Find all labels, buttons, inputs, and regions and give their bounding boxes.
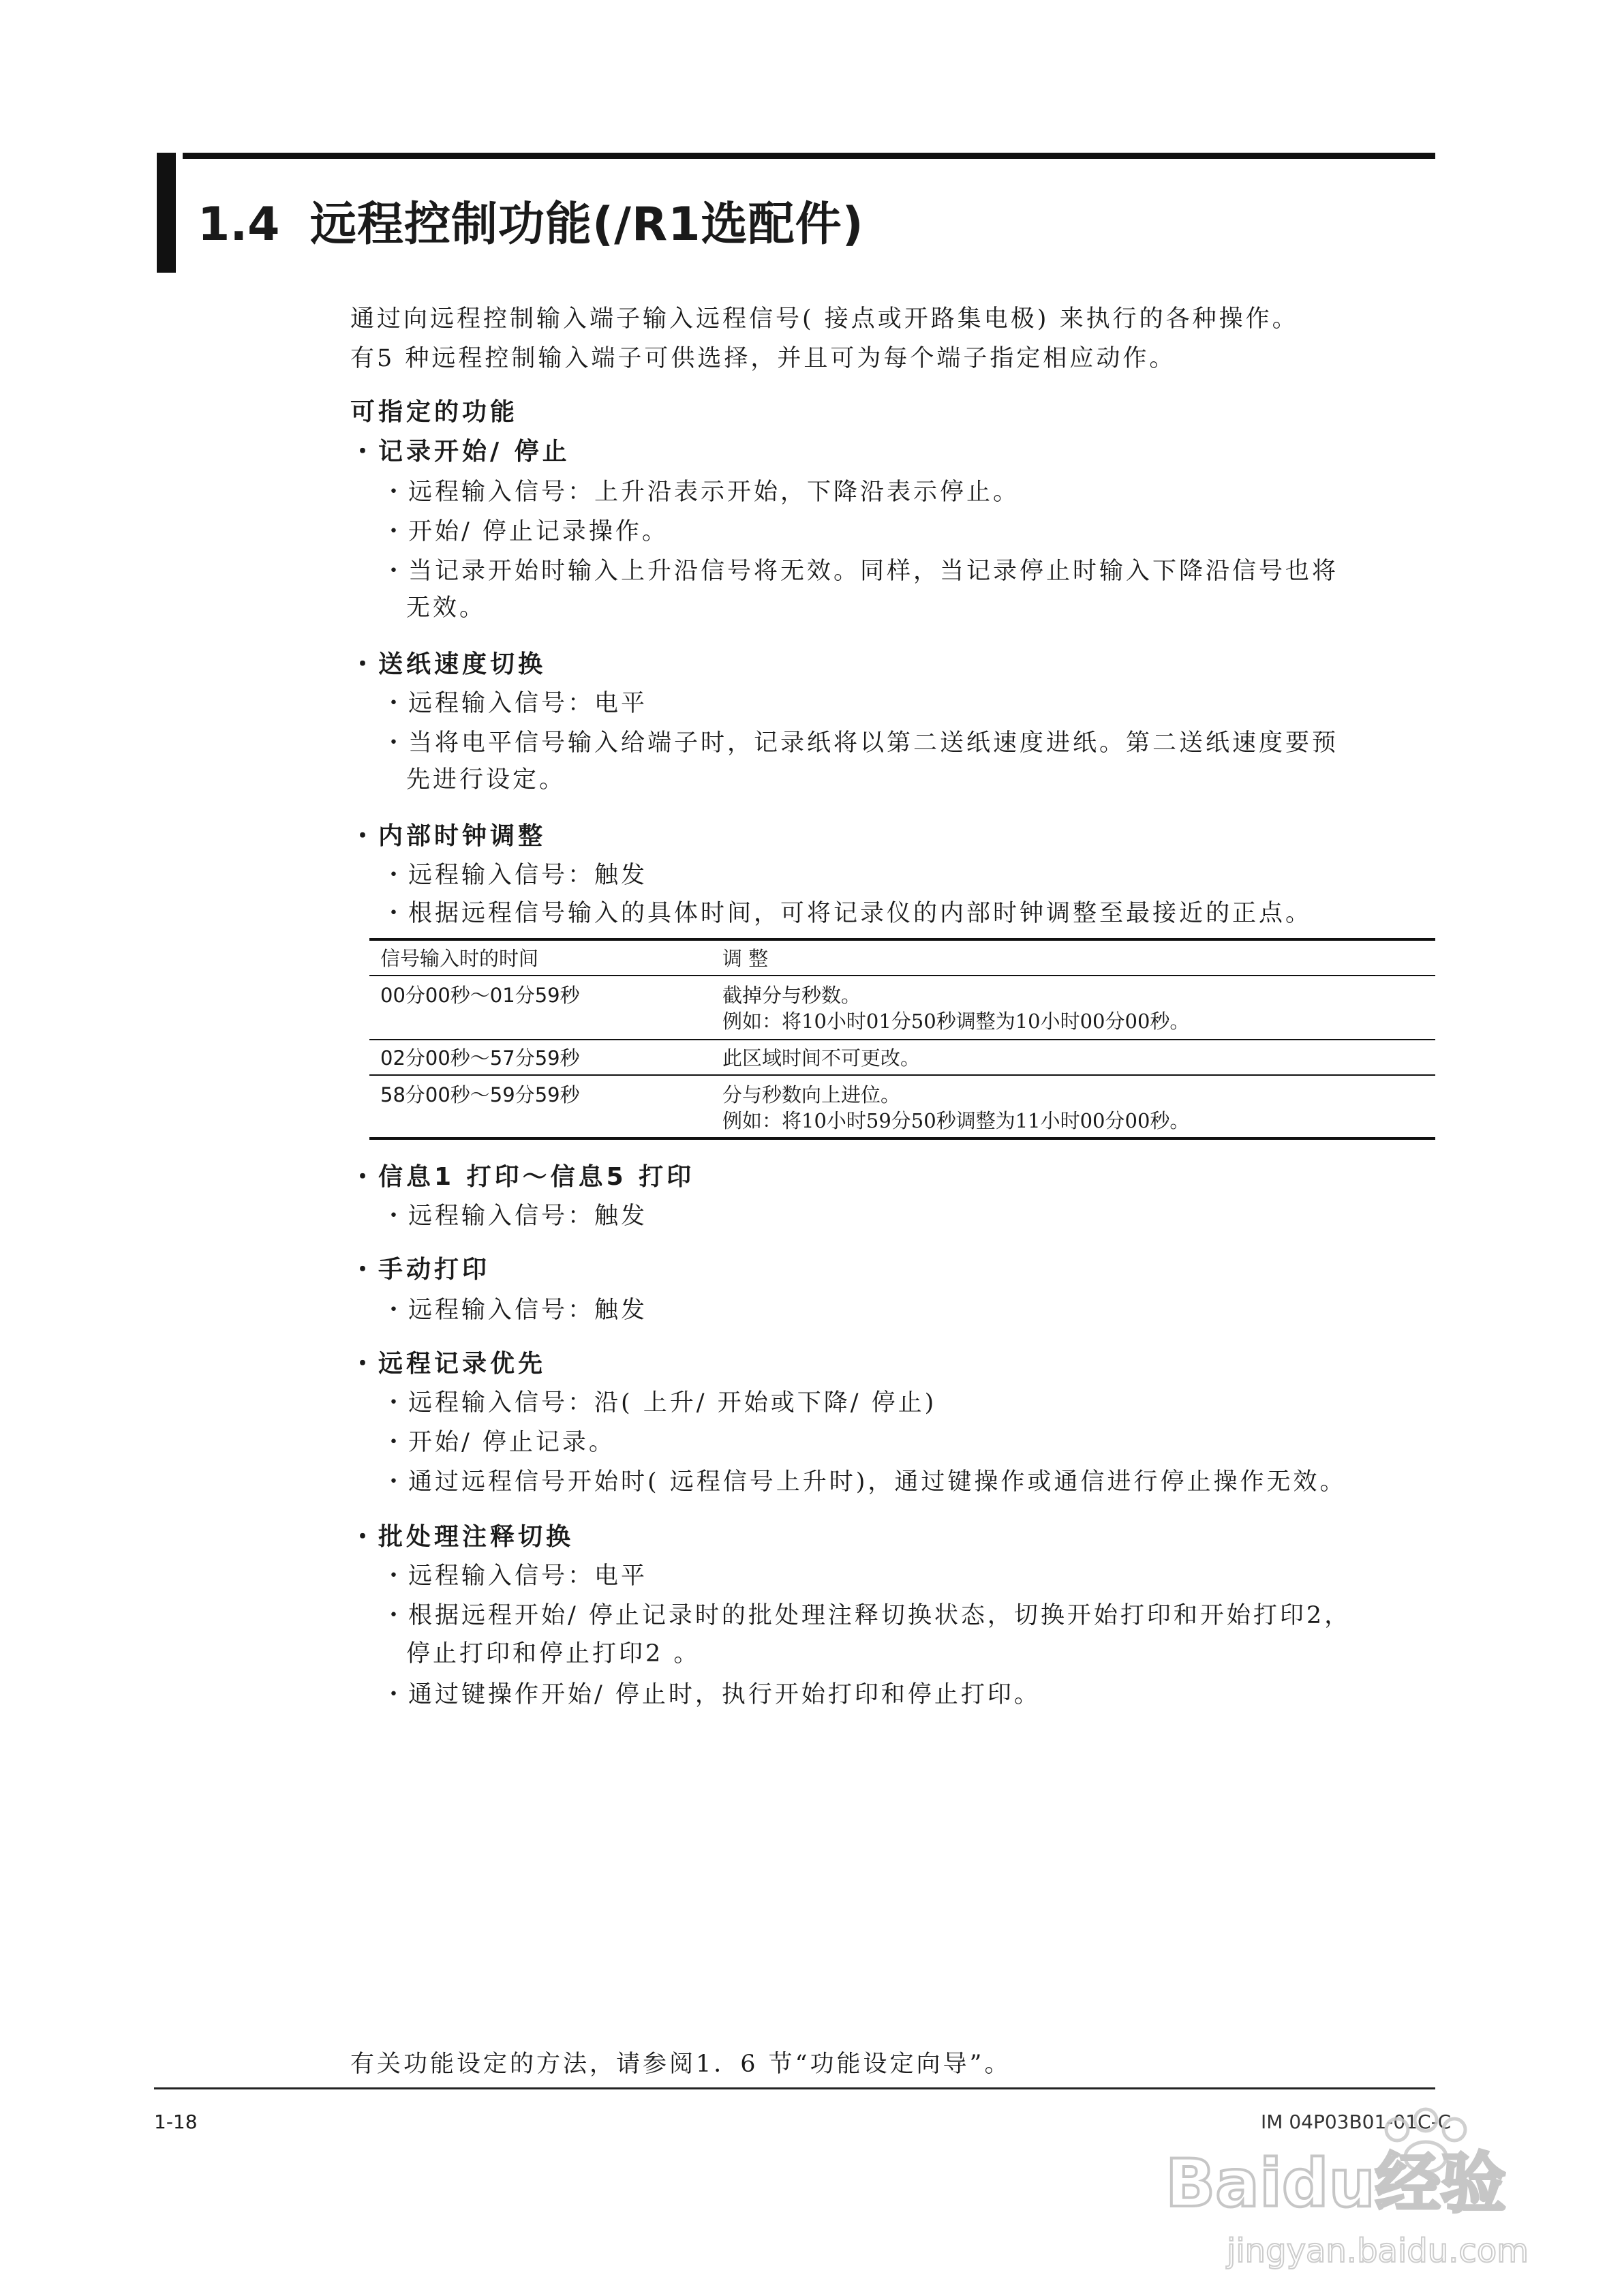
table-row-1-adjust-1: 截掉分与秒数。 bbox=[722, 984, 861, 1007]
table-row-3-time: 58分00秒～59分59秒 bbox=[380, 1083, 580, 1106]
table-row-2-time: 02分00秒～57分59秒 bbox=[380, 1046, 580, 1070]
header-rule bbox=[183, 153, 1435, 159]
clock-item-2: ・根据远程信号输入的具体时间，可将记录仪的内部时钟调整至最接近的正点。 bbox=[382, 900, 1313, 927]
table-top-rule bbox=[369, 938, 1435, 941]
table-header-adjust: 调 整 bbox=[722, 947, 769, 970]
table-row-3-adjust-2: 例如：将10小时59分50秒调整为11小时00分00秒。 bbox=[722, 1109, 1190, 1132]
table-row-rule bbox=[369, 1074, 1435, 1076]
section-marker-bar bbox=[157, 153, 176, 273]
manual-item-1: ・远程输入信号：触发 bbox=[382, 1297, 648, 1324]
batch-item-3: ・通过键操作开始/ 停止时，执行开始打印和停止打印。 bbox=[382, 1681, 1041, 1708]
function-title-manual: ・手动打印 bbox=[350, 1256, 491, 1284]
record-item-1: ・远程输入信号：上升沿表示开始，下降沿表示停止。 bbox=[382, 479, 1020, 506]
table-row-1-adjust-2: 例如：将10小时01分50秒调整为10小时00分00秒。 bbox=[722, 1010, 1190, 1033]
priority-item-2: ・开始/ 停止记录。 bbox=[382, 1429, 615, 1456]
function-title-speed: ・送纸速度切换 bbox=[350, 650, 547, 678]
intro-line-1: 通过向远程控制输入端子输入远程信号( 接点或开路集电极) 来执行的各种操作。 bbox=[350, 305, 1299, 333]
priority-item-1: ・远程输入信号：沿( 上升/ 开始或下降/ 停止) bbox=[382, 1389, 937, 1417]
clock-item-1: ・远程输入信号：触发 bbox=[382, 862, 648, 889]
function-title-clock: ・内部时钟调整 bbox=[350, 822, 547, 850]
watermark-brand: Baidu经验 bbox=[1165, 2145, 1506, 2222]
priority-item-3: ・通过远程信号开始时( 远程信号上升时)，通过键操作或通信进行停止操作无效。 bbox=[382, 1468, 1347, 1496]
batch-item-2: ・根据远程开始/ 停止记录时的批处理注释切换状态，切换开始打印和开始打印2， bbox=[382, 1602, 1351, 1629]
speed-item-2-cont: 先进行设定。 bbox=[406, 766, 566, 794]
table-header-time: 信号输入时的时间 bbox=[380, 947, 539, 970]
watermark-url: jingyan.baidu.com bbox=[1227, 2232, 1529, 2270]
batch-item-2-cont: 停止打印和停止打印2 。 bbox=[406, 1640, 701, 1667]
reference-note: 有关功能设定的方法，请参阅1．6 节“功能设定向导”。 bbox=[350, 2051, 1011, 2078]
function-title-priority: ・远程记录优先 bbox=[350, 1350, 547, 1378]
page-number: 1-18 bbox=[154, 2111, 198, 2133]
speed-item-1: ・远程输入信号：电平 bbox=[382, 690, 648, 717]
table-bottom-rule bbox=[369, 1137, 1435, 1140]
record-item-2: ・开始/ 停止记录操作。 bbox=[382, 518, 669, 545]
speed-item-2: ・当将电平信号输入给端子时，记录纸将以第二送纸速度进纸。第二送纸速度要预 bbox=[382, 729, 1339, 757]
table-header-rule bbox=[369, 975, 1435, 976]
table-row-3-adjust-1: 分与秒数向上进位。 bbox=[722, 1083, 901, 1106]
table-row-rule bbox=[369, 1039, 1435, 1040]
table-row-1-time: 00分00秒～01分59秒 bbox=[380, 984, 580, 1007]
function-title-record: ・记录开始/ 停止 bbox=[350, 438, 570, 466]
record-item-3: ・当记录开始时输入上升沿信号将无效。同样，当记录停止时输入下降沿信号也将 bbox=[382, 558, 1339, 585]
section-number: 1.4 bbox=[198, 198, 280, 252]
message-item-1: ・远程输入信号：触发 bbox=[382, 1203, 648, 1230]
record-item-3-cont: 无效。 bbox=[406, 594, 487, 622]
baidu-watermark-logo bbox=[1159, 2104, 1540, 2281]
function-title-batch: ・批处理注释切换 bbox=[350, 1523, 575, 1551]
assignable-heading: 可指定的功能 bbox=[350, 398, 519, 426]
document-code: IM 04P03B01-01C-C bbox=[1261, 2111, 1452, 2133]
footer-rule bbox=[154, 2087, 1435, 2089]
table-row-2-adjust-1: 此区域时间不可更改。 bbox=[722, 1046, 921, 1070]
batch-item-1: ・远程输入信号：电平 bbox=[382, 1562, 648, 1590]
intro-line-2: 有5 种远程控制输入端子可供选择，并且可为每个端子指定相应动作。 bbox=[350, 345, 1176, 372]
section-title: 远程控制功能(/R1选配件) bbox=[310, 198, 864, 252]
function-title-message: ・信息1 打印～信息5 打印 bbox=[350, 1163, 695, 1191]
